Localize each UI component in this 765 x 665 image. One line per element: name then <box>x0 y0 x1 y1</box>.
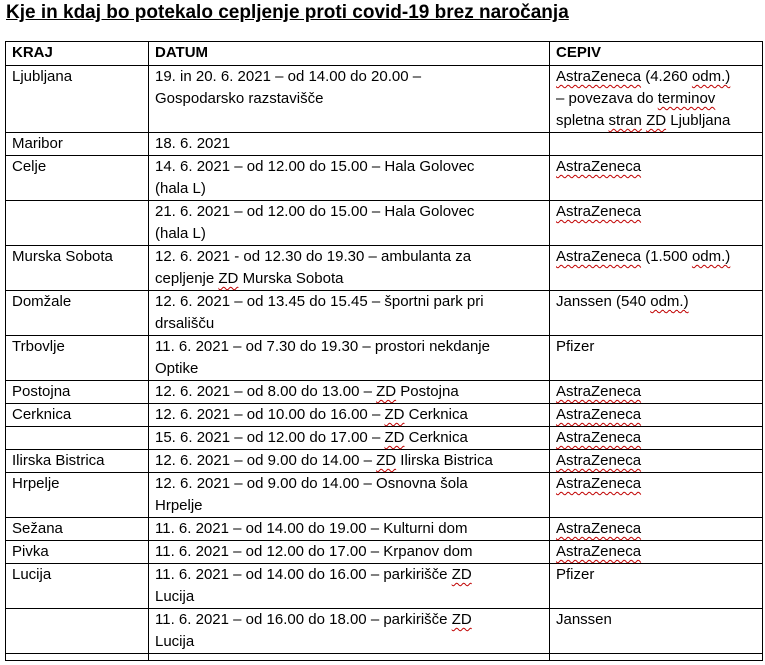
datum-line: cepljenje ZD Murska Sobota <box>155 270 344 287</box>
table-row <box>6 473 763 518</box>
cell-cepiv <box>550 427 763 450</box>
cell-datum <box>149 336 550 381</box>
cepiv-line: AstraZeneca (4.260 odm.) <box>556 68 731 85</box>
cepiv-line: AstraZeneca <box>556 406 642 423</box>
cepiv-line: AstraZeneca <box>556 520 642 537</box>
datum-line: 15. 6. 2021 – od 12.00 do 17.00 – ZD Cerknica <box>155 429 468 446</box>
cell-datum <box>149 381 550 404</box>
table-row <box>6 450 763 473</box>
table-row <box>6 541 763 564</box>
cell-datum <box>149 291 550 336</box>
cepiv-line: AstraZeneca <box>556 203 642 220</box>
datum-line: Lucija <box>155 588 195 605</box>
datum-line: 12. 6. 2021 – od 9.00 do 14.00 – Osnovna šola <box>155 475 468 492</box>
cell-datum <box>149 518 550 541</box>
cepiv-line: AstraZeneca <box>556 543 642 560</box>
cell-kraj: Maribor <box>6 133 149 156</box>
table-row <box>6 246 763 291</box>
datum-line: (hala L) <box>155 225 206 242</box>
header-cepiv: CEPIV <box>550 42 763 66</box>
datum-line: 12. 6. 2021 - od 12.30 do 19.30 – ambulanta za <box>155 248 472 265</box>
cell-cepiv <box>550 404 763 427</box>
datum-line: 11. 6. 2021 – od 7.30 do 19.30 – prostori nekdanje <box>155 338 490 355</box>
cepiv-line: Pfizer <box>556 566 595 583</box>
cell-datum <box>149 450 550 473</box>
cell-datum <box>149 133 550 156</box>
table-row <box>6 156 763 201</box>
cell-datum <box>149 156 550 201</box>
cell-kraj <box>6 201 149 246</box>
cell-datum <box>149 564 550 609</box>
datum-line: 21. 6. 2021 – od 12.00 do 15.00 – Hala Golovec <box>155 203 475 220</box>
table-body <box>6 66 763 661</box>
cepiv-line: Janssen <box>556 611 612 628</box>
cell-cepiv <box>550 381 763 404</box>
header-datum: DATUM <box>149 42 550 66</box>
cepiv-line: AstraZeneca <box>556 452 642 469</box>
cell-kraj: Cerknica <box>6 404 149 427</box>
cell-datum <box>149 246 550 291</box>
cell-cepiv <box>550 609 763 654</box>
cell-cepiv <box>550 246 763 291</box>
cell-kraj <box>6 427 149 450</box>
cepiv-line: Pfizer <box>556 338 595 355</box>
cell-datum <box>149 404 550 427</box>
cepiv-line: AstraZeneca <box>556 475 642 492</box>
table-row <box>6 66 763 133</box>
cell-datum <box>149 609 550 654</box>
cell-datum <box>149 201 550 246</box>
cepiv-line: AstraZeneca (1.500 odm.) <box>556 248 731 265</box>
cepiv-line: spletna stran ZD Ljubljana <box>556 112 731 129</box>
cell-kraj: Ilirska Bistrica <box>6 450 149 473</box>
datum-line: 14. 6. 2021 – od 12.00 do 15.00 – Hala Golovec <box>155 158 475 175</box>
table-row-partial <box>6 654 763 661</box>
table-row <box>6 291 763 336</box>
cepiv-line: AstraZeneca <box>556 158 642 175</box>
cell-kraj: Trbovlje <box>6 336 149 381</box>
datum-line: 12. 6. 2021 – od 8.00 do 13.00 – ZD Postojna <box>155 383 459 400</box>
datum-line: 11. 6. 2021 – od 14.00 do 19.00 – Kulturni dom <box>155 520 468 537</box>
table-row <box>6 609 763 654</box>
cepiv-line: AstraZeneca <box>556 383 642 400</box>
cell-kraj: Murska Sobota <box>6 246 149 291</box>
datum-line: 11. 6. 2021 – od 16.00 do 18.00 – parkirišče ZD <box>155 611 472 628</box>
cell-cepiv <box>550 541 763 564</box>
datum-line: 19. in 20. 6. 2021 – od 14.00 do 20.00 – <box>155 68 422 85</box>
cell-kraj: Pivka <box>6 541 149 564</box>
header-kraj: KRAJ <box>6 42 149 66</box>
datum-line: Gospodarsko razstavišče <box>155 90 324 107</box>
table-row <box>6 404 763 427</box>
cell-cepiv <box>550 518 763 541</box>
cell-datum <box>149 66 550 133</box>
table-row <box>6 564 763 609</box>
cell-cepiv <box>550 291 763 336</box>
cell-cepiv <box>550 336 763 381</box>
cepiv-line: Janssen (540 odm.) <box>556 293 689 310</box>
cell-kraj: Domžale <box>6 291 149 336</box>
datum-line: 11. 6. 2021 – od 14.00 do 16.00 – parkirišče ZD <box>155 566 472 583</box>
cell-cepiv <box>550 450 763 473</box>
cell-kraj: Ljubljana <box>6 66 149 133</box>
cell-datum <box>149 473 550 518</box>
cell-cepiv <box>550 156 763 201</box>
cell-empty <box>149 654 550 661</box>
cell-cepiv <box>550 133 763 156</box>
datum-line: 12. 6. 2021 – od 9.00 do 14.00 – ZD Ilirska Bistrica <box>155 452 493 469</box>
cell-cepiv <box>550 473 763 518</box>
datum-line: 18. 6. 2021 <box>155 135 231 152</box>
datum-line: 12. 6. 2021 – od 13.45 do 15.45 – športni park pri <box>155 293 484 310</box>
cell-kraj <box>6 609 149 654</box>
cell-kraj: Hrpelje <box>6 473 149 518</box>
table-row <box>6 201 763 246</box>
cell-kraj: Celje <box>6 156 149 201</box>
table-row <box>6 427 763 450</box>
cell-cepiv <box>550 66 763 133</box>
datum-line: Hrpelje <box>155 497 203 514</box>
table-row <box>6 336 763 381</box>
table-row <box>6 133 763 156</box>
cepiv-line: AstraZeneca <box>556 429 642 446</box>
datum-line: (hala L) <box>155 180 206 197</box>
header-row <box>6 42 763 66</box>
cepiv-line: – povezava do terminov <box>556 90 716 107</box>
datum-line: Lucija <box>155 633 195 650</box>
vaccination-schedule-table <box>5 41 763 661</box>
table-row <box>6 381 763 404</box>
cell-empty <box>6 654 149 661</box>
cell-datum <box>149 541 550 564</box>
page-title: Kje in kdaj bo potekalo cepljenje proti covid-19 brez naročanja <box>6 2 569 23</box>
table-row <box>6 518 763 541</box>
datum-line: Optike <box>155 360 199 377</box>
cell-kraj: Postojna <box>6 381 149 404</box>
cell-kraj: Sežana <box>6 518 149 541</box>
cell-cepiv <box>550 564 763 609</box>
cell-kraj: Lucija <box>6 564 149 609</box>
cell-cepiv <box>550 201 763 246</box>
cell-empty <box>550 654 763 661</box>
datum-line: 12. 6. 2021 – od 10.00 do 16.00 – ZD Cerknica <box>155 406 468 423</box>
datum-line: drsališču <box>155 315 215 332</box>
datum-line: 11. 6. 2021 – od 12.00 do 17.00 – Krpanov dom <box>155 543 473 560</box>
cell-datum <box>149 427 550 450</box>
